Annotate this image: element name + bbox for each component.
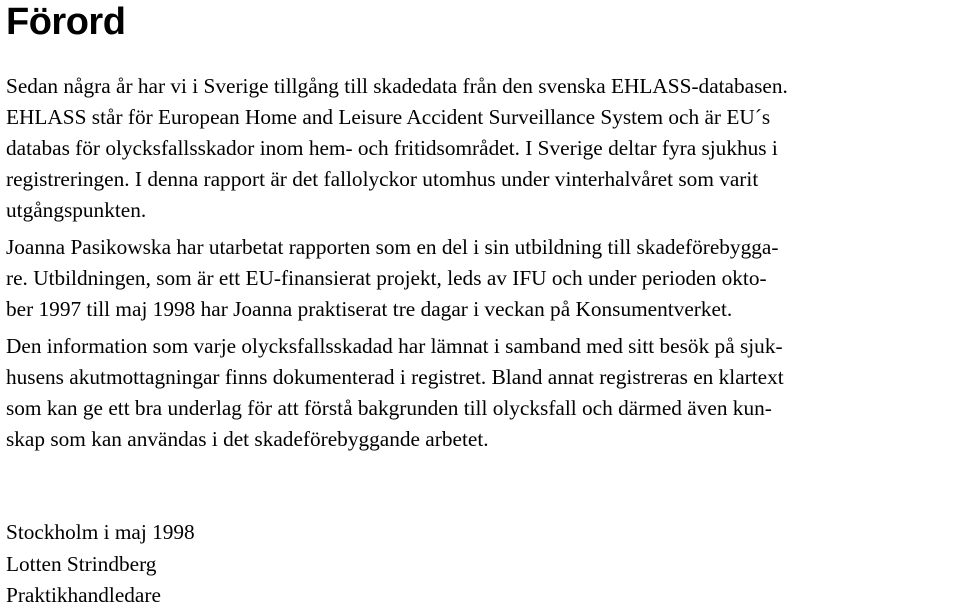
document-page bbox=[6, 0, 954, 612]
paragraph-line: skap som kan användas i det skadeförebyggande arbetet. bbox=[6, 427, 489, 451]
page-title: Förord bbox=[6, 1, 126, 43]
paragraph-line: husens akutmottagningar finns dokumenterad i registret. Bland annat registreras en klartext bbox=[6, 365, 784, 389]
paragraph-line: Sedan några år har vi i Sverige tillgång till skadedata från den svenska EHLASS-databasen. bbox=[6, 74, 788, 98]
paragraph-line: Den information som varje olycksfallsskadad har lämnat i samband med sitt besök på sjuk- bbox=[6, 334, 783, 358]
paragraph-registry bbox=[6, 331, 954, 455]
paragraph-line: registreringen. I denna rapport är det fallolyckor utomhus under vinterhalvåret som varit bbox=[6, 167, 759, 191]
paragraph-line: re. Utbildningen, som är ett EU-finansierat projekt, leds av IFU och under perioden okto- bbox=[6, 266, 767, 290]
paragraph-line: databas för olycksfallsskador inom hem- och fritidsområdet. I Sverige deltar fyra sjukhus i bbox=[6, 136, 778, 160]
signature-role: Praktikhandledare bbox=[6, 583, 161, 607]
paragraph-line: som kan ge ett bra underlag för att förstå bakgrunden till olycksfall och därmed även kun- bbox=[6, 396, 772, 420]
signature-place-date: Stockholm i maj 1998 bbox=[6, 520, 195, 544]
paragraph-intro bbox=[6, 71, 954, 226]
paragraph-line: Joanna Pasikowska har utarbetat rapporten som en del i sin utbildning till skadeförebygga- bbox=[6, 235, 779, 259]
paragraph-line: utgångspunkten. bbox=[6, 198, 147, 222]
signature-name: Lotten Strindberg bbox=[6, 551, 157, 576]
paragraph-line: ber 1997 till maj 1998 har Joanna praktiserat tre dagar i veckan på Konsumentverket. bbox=[6, 297, 733, 321]
paragraph-line: EHLASS står för European Home and Leisure Accident Surveillance System och är EU´s bbox=[6, 105, 771, 129]
paragraph-author bbox=[6, 232, 954, 325]
signature-block bbox=[6, 517, 954, 612]
